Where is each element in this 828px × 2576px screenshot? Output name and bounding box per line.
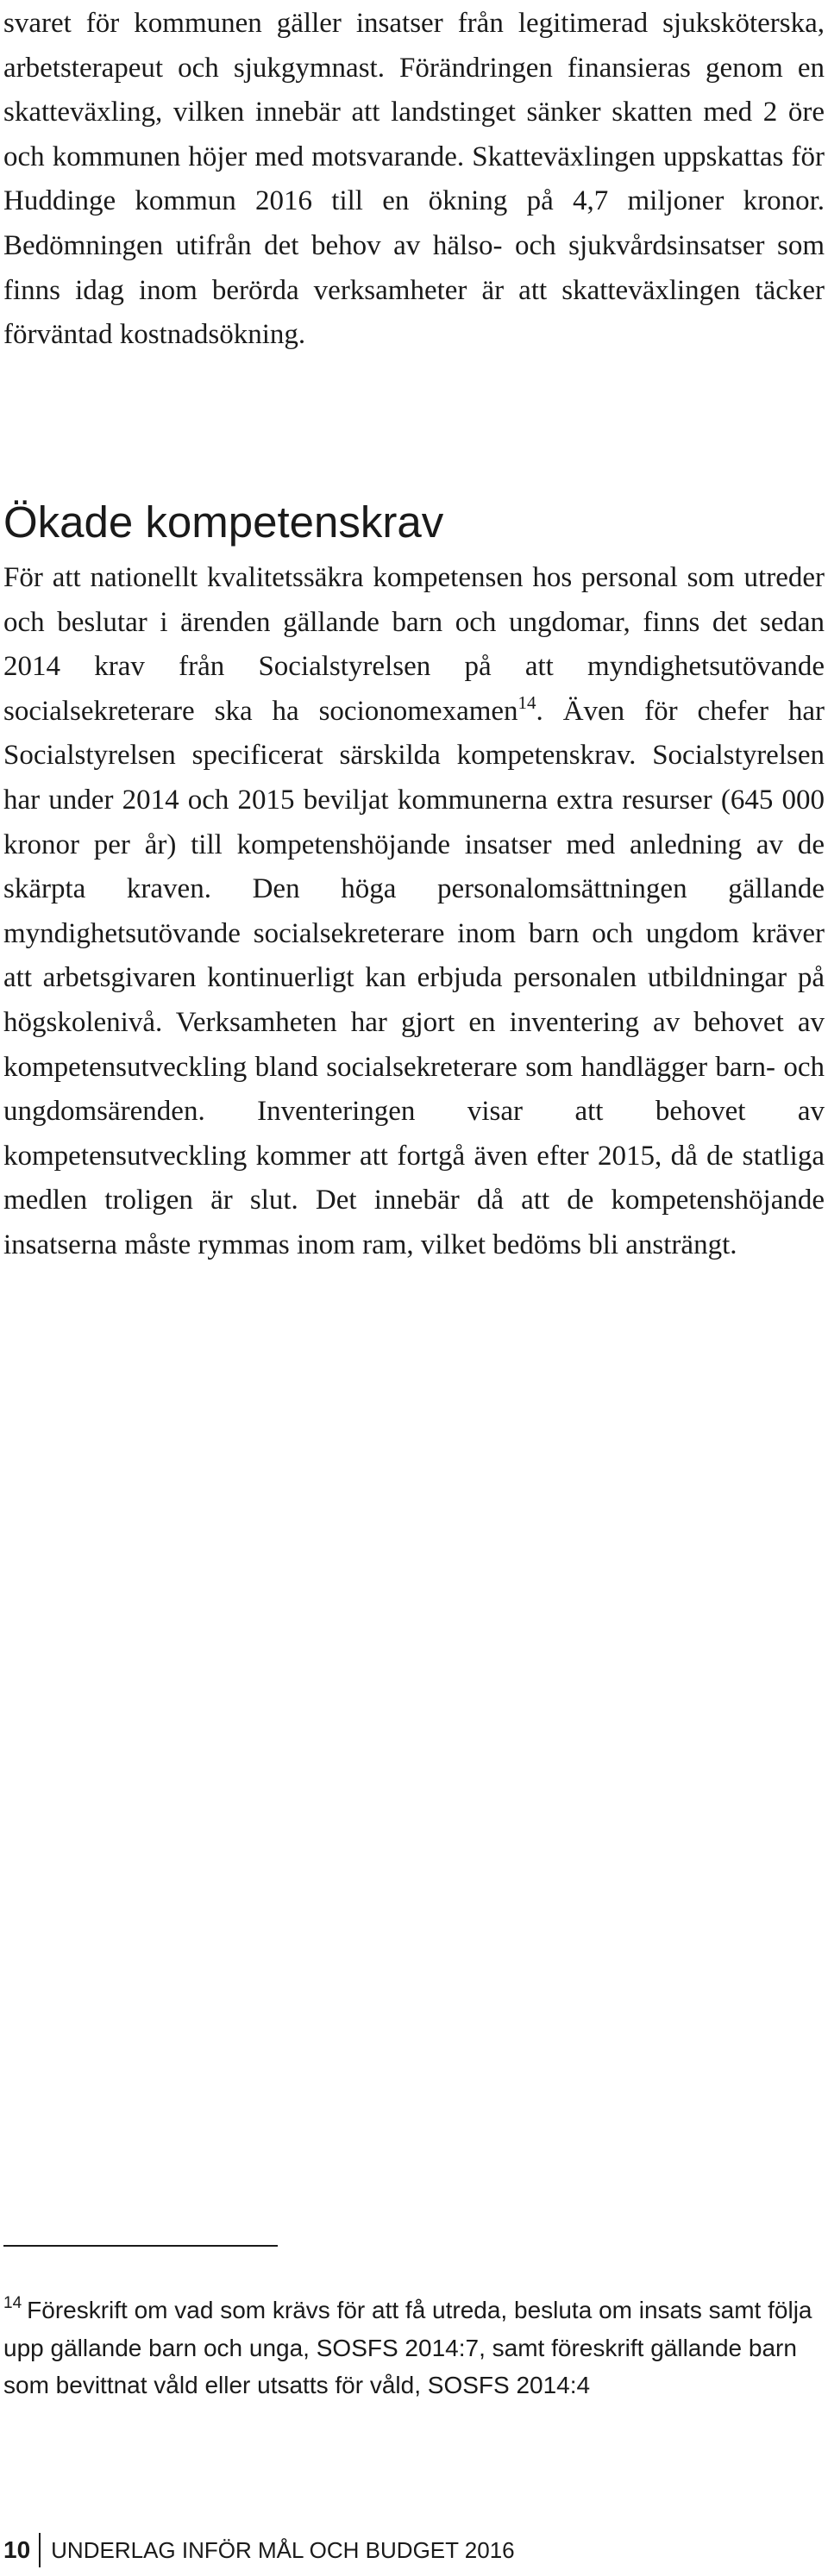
footnote-text: Föreskrift om vad som krävs för att få utreda, besluta om insats samt följa upp gällande barn och unga, SOSFS 2014:7, samt föreskrift gällande barn som bevittnat våld eller utsatts för våld, SOSFS 2014:4	[3, 2297, 812, 2398]
intro-paragraph: svaret för kommunen gäller insatser från legitimerad sjuksköterska, arbetsterapeut och sjukgymnast. Förändringen finansieras genom en skatteväxling, vilken innebär att landstinget sänker skatten med 2 öre och kommunen höjer med motsvarande. Skatteväxlingen uppskattas för Huddinge kommun 2016 till en ökning på 4,7 miljoner kronor. Bedömningen utifrån det behov av hälso- och sjukvårdsinsatser som finns idag inom berörda verksamheter är att skatteväxlingen täcker förväntad kostnadsökning.	[3, 8, 825, 351]
page-footer	[3, 2531, 515, 2569]
section-heading: Ökade kompetenskrav	[3, 497, 444, 547]
footer-title: UNDERLAG INFÖR MÅL OCH BUDGET 2016	[51, 2536, 515, 2563]
footnote-number: 14	[3, 2294, 22, 2312]
footer-separator	[39, 2533, 41, 2567]
section-paragraph	[3, 556, 825, 1268]
footnote-reference[interactable]: 14	[518, 691, 536, 713]
footnote	[3, 2292, 825, 2404]
section-text-part-1: För att nationellt kvalitetssäkra kompetensen hos personal som utreder och beslutar i ärenden gällande barn och ungdomar, finns det sedan 2014 krav från Socialstyrelsen på att myndighetsutövande socialsekreterare ska ha socionomexamen	[3, 562, 825, 727]
footnote-divider	[3, 2245, 278, 2247]
page-number: 10	[3, 2536, 31, 2563]
section-text-part-2: . Även för chefer har Socialstyrelsen specificerat särskilda kompetenskrav. Socialstyrelsen har under 2014 och 2015 beviljat kommunerna extra resurser (645 000 kronor per år) till kompetenshöjande insatser med anledning av de skärpta kraven. Den höga personalomsättningen gällande myndighetsutövande socialsekreterare inom barn och ungdom kräver att arbetsgivaren kontinuerligt kan erbjuda personalen utbildningar på högskolenivå. Verksamheten har gjort en inventering av behovet av kompetensutveckling bland socialsekreterare som handlägger barn- och ungdomsärenden. Inventeringen visar att behovet av kompetensutveckling kommer att fortgå även efter 2015, då de statliga medlen troligen är slut. Det innebär då att de kompetenshöjande insatserna måste rymmas inom ram, vilket bedöms bli ansträngt.	[3, 695, 825, 1260]
